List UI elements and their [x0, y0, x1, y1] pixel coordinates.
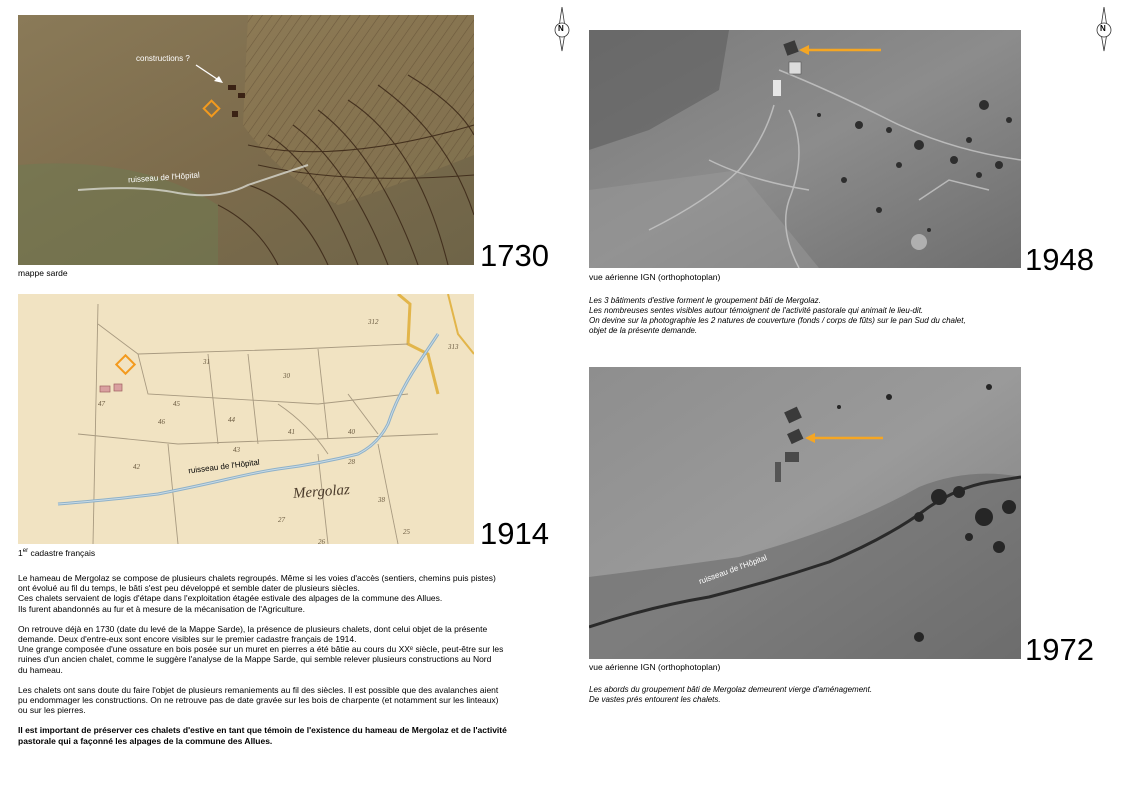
note-1948-line: On devine sur la photographie les 2 natures de couverture (fonds / corps de fûts) sur le pan Sud du chalet,	[589, 316, 966, 325]
paragraph-2	[18, 624, 550, 675]
stream-annotation-1730: ruisseau de l'Hôpital	[127, 170, 201, 185]
constructions-annotation: constructions ?	[136, 54, 190, 63]
svg-text:40: 40	[348, 428, 355, 436]
svg-text:42: 42	[133, 463, 140, 471]
p4-line: pastorale qui a façonné les alpages de la commune des Allues.	[18, 735, 273, 746]
aerial-1972-image	[589, 367, 1021, 659]
p1-line: ont évolué au fil du temps, le bâti s'est peu développé et semble dater de plusieurs siècles.	[18, 583, 360, 594]
stream-annotation-1914: ruisseau de l'Hôpital	[187, 457, 261, 476]
svg-text:43: 43	[233, 446, 240, 454]
year-1972: 1972	[1025, 632, 1094, 667]
aerial-1948-image	[589, 30, 1021, 268]
svg-text:46: 46	[158, 418, 165, 426]
p2-line: du hameau.	[18, 664, 63, 675]
p1-line: Le hameau de Mergolaz se compose de plusieurs chalets regroupés. Même si les voies d'accès (sentiers, chemins puis pistes)	[18, 573, 496, 583]
place-name-mergolaz: Mergolaz	[292, 482, 351, 502]
p3-line: ou sur les pierres.	[18, 705, 86, 716]
note-1948-line: Les nombreuses sentes visibles autour témoignent de l'activité pastorale qui animait le lieu-dit.	[589, 306, 924, 315]
p2-line: Une grange composée d'une ossature en bois posée sur un muret en pierres a été bâtie au cours du XXᵉ siècle, peut-être sur les	[18, 644, 504, 655]
p2-line: On retrouve déjà en 1730 (date du levé de la Mappe Sarde), la présence de plusieurs chalets, dont celui objet de la présente	[18, 623, 488, 634]
svg-text:41: 41	[288, 428, 295, 436]
body-text	[18, 573, 550, 756]
p4-line: Il est important de préserver ces chalets d'estive en tant que témoin de l'existence du hameau de Mergolaz et de l'activité	[18, 725, 507, 736]
p2-line: ruines d'un ancien chalet, comme le suggère l'analyse de la Mappe Sarde, qui semble relever plusieurs constructions au Nord	[18, 654, 492, 665]
north-compass-icon	[550, 5, 574, 53]
paragraph-4	[18, 725, 550, 745]
caption-aerial-1948: vue aérienne IGN (orthophotoplan)	[589, 272, 721, 282]
year-1914: 1914	[480, 516, 549, 551]
caption-premier-cadastre	[18, 546, 95, 558]
note-1948-line: objet de la présente demande.	[589, 326, 698, 335]
caption-sup: er	[22, 548, 29, 554]
svg-text:44: 44	[228, 416, 235, 424]
svg-text:27: 27	[278, 516, 285, 524]
caption-aerial-1972: vue aérienne IGN (orthophotoplan)	[589, 662, 721, 672]
svg-text:30: 30	[283, 372, 290, 380]
map-1914-image	[18, 294, 474, 544]
caption-prefix: 1	[18, 547, 23, 558]
svg-text:312: 312	[368, 318, 379, 326]
svg-text:313: 313	[448, 343, 459, 351]
note-1972-line: Les abords du groupement bâti de Mergolaz demeurent vierge d'aménagement.	[589, 685, 873, 694]
note-1948-line: Les 3 bâtiments d'estive forment le groupement bâti de Mergolaz.	[589, 296, 821, 305]
compass-n-label: N	[558, 24, 564, 33]
year-1730: 1730	[480, 238, 549, 273]
paragraph-3	[18, 685, 550, 716]
svg-text:38: 38	[378, 496, 385, 504]
svg-text:25: 25	[403, 528, 410, 536]
svg-text:26: 26	[318, 538, 325, 544]
stream-annotation-1972: ruisseau de l'Hôpital	[697, 552, 769, 587]
north-compass-icon	[1092, 5, 1116, 53]
p3-line: Les chalets ont sans doute du faire l'objet de plusieurs remaniements au fil des siècles. Il est possible que des avalanches aient	[18, 684, 499, 695]
caption-mappe-sarde: mappe sarde	[18, 268, 68, 278]
year-1948: 1948	[1025, 242, 1094, 277]
note-1948	[589, 296, 1029, 336]
paragraph-1	[18, 573, 550, 614]
caption-rest: cadastre français	[28, 547, 96, 558]
compass-n-label: N	[1100, 24, 1106, 33]
p1-line: Ils furent abandonnés au fur et à mesure de la mécanisation de l'Agriculture.	[18, 603, 306, 614]
note-1972-line: De vastes prés entourent les chalets.	[589, 695, 721, 704]
p3-line: pu endommager les constructions. On ne retrouve pas de date gravée sur les bois de charpente (et notamment sur les linteaux)	[18, 695, 499, 706]
svg-text:45: 45	[173, 400, 180, 408]
note-1972	[589, 685, 1029, 705]
map-1730-image	[18, 15, 474, 265]
svg-text:31: 31	[203, 358, 210, 366]
p1-line: Ces chalets servaient de logis d'étape dans l'exploitation étagée estivale des alpages de la commune des Allues.	[18, 593, 443, 604]
svg-text:47: 47	[98, 400, 105, 408]
p2-line: demande. Deux d'entre-eux sont encore visibles sur le premier cadastre français de 1914.	[18, 634, 357, 645]
svg-text:28: 28	[348, 458, 355, 466]
